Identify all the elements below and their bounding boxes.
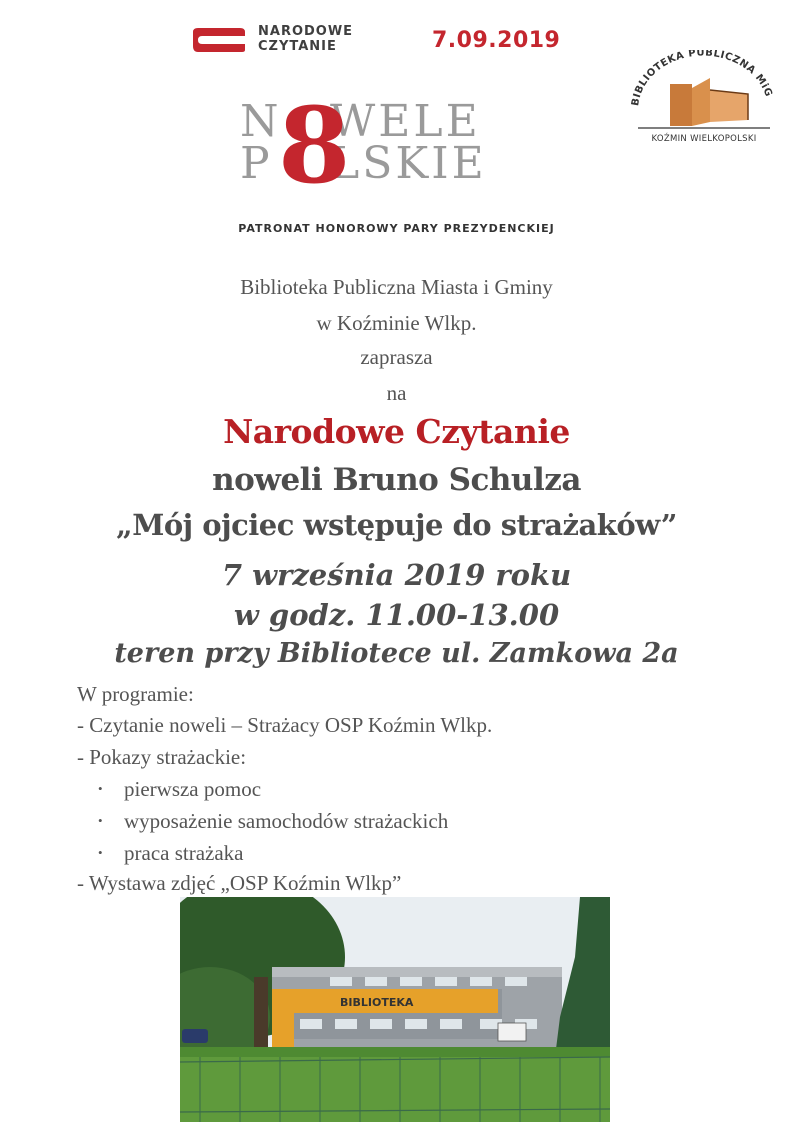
library-photo [180, 897, 610, 1122]
library-building-photo [180, 897, 610, 1122]
program-item-shows: - Pokazy strażackie: [77, 745, 247, 769]
event-place-line: teren przy Bibliotece ul. Zamkowa 2a [114, 638, 679, 669]
nowele-polskie-logo [238, 96, 538, 188]
svg-text:N: N [240, 96, 282, 147]
header-event-date: 7.09.2019 [432, 28, 561, 53]
bullet-icon: • [98, 781, 103, 797]
program-bullet-item [98, 809, 448, 834]
event-work-title: „Mój ojciec wstępuje do strażaków” [116, 508, 677, 542]
nowele-polskie-wordmark [238, 96, 538, 188]
event-date-line: 7 września 2019 roku [221, 558, 572, 592]
bullet-icon: • [98, 845, 103, 861]
program-item-reading: - Czytanie noweli – Strażacy OSP Koźmin Wlkp. [77, 713, 493, 737]
intro-line-2: w Koźminie Wlkp. [316, 311, 477, 335]
logo-line-1: NARODOWE [258, 24, 354, 39]
intro-line-4: na [386, 381, 407, 405]
library-bottom-text: KOŹMIN WIELKOPOLSKI [651, 134, 757, 144]
logo-line-2: CZYTANIE [258, 39, 337, 54]
svg-text:P: P [240, 138, 273, 188]
program-bullet-item [98, 777, 261, 802]
intro-line-3: zaprasza [360, 345, 433, 369]
library-arc-text: BIBLIOTEKA PUBLICZNA MiG [630, 50, 774, 107]
event-time-line: w godz. 11.00-13.00 [233, 598, 560, 632]
narodowe-czytanie-logo [190, 24, 360, 58]
photo-sign-text: BIBLIOTEKA [340, 996, 414, 1009]
event-headline: Narodowe Czytanie [223, 412, 570, 451]
patronat-text: PATRONAT HONOROWY PARY PREZYDENCKIEJ [238, 222, 555, 235]
bullet-text: wyposażenie samochodów strażackich [124, 809, 449, 833]
bullet-icon: • [98, 813, 103, 829]
bullet-text: pierwsza pomoc [124, 777, 262, 801]
nowele-numeral: 8 [278, 96, 351, 188]
bullet-text: praca strażaka [124, 841, 244, 865]
library-logo [630, 50, 780, 150]
program-heading: W programie: [77, 682, 194, 706]
intro-line-1: Biblioteka Publiczna Miasta i Gminy [240, 275, 553, 299]
program-item-exhibition: - Wystawa zdjęć „OSP Koźmin Wlkp” [77, 871, 402, 895]
library-building-icon [630, 50, 780, 150]
svg-text:WELE: WELE [330, 96, 481, 147]
svg-text:LSKIE: LSKIE [330, 138, 487, 188]
program-bullet-item [98, 841, 244, 866]
book-icon [190, 26, 248, 54]
narodowe-czytanie-wordmark [258, 24, 353, 54]
event-subhead: noweli Bruno Schulza [212, 462, 581, 498]
